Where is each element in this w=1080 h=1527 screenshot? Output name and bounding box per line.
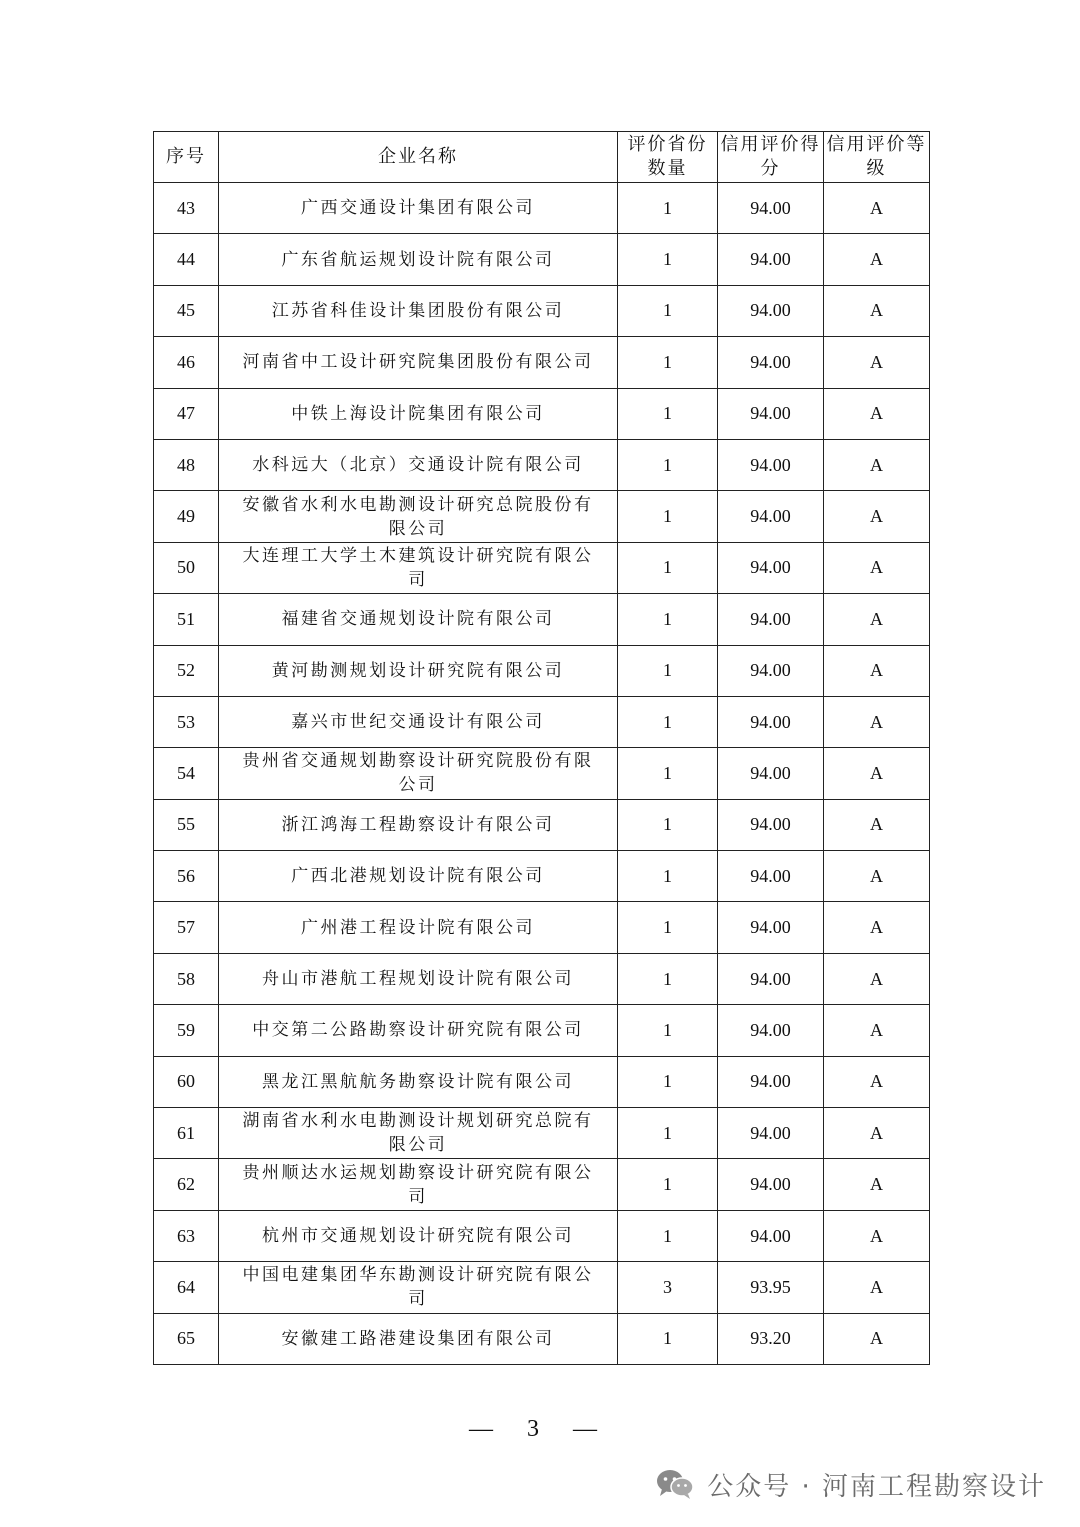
cell-credit-grade: A [824,388,930,439]
cell-credit-score: 94.00 [718,953,824,1004]
cell-province-count: 1 [618,902,718,953]
cell-seq: 60 [154,1056,219,1107]
cell-credit-grade: A [824,439,930,490]
cell-province-count: 1 [618,645,718,696]
cell-company-name: 安徽省水利水电勘测设计研究总院股份有限公司 [219,491,618,542]
cell-credit-score: 94.00 [718,285,824,336]
cell-company-name: 浙江鸿海工程勘察设计有限公司 [219,799,618,850]
cell-credit-grade: A [824,902,930,953]
cell-province-count: 1 [618,542,718,593]
cell-company-name: 广西北港规划设计院有限公司 [219,851,618,902]
cell-credit-score: 94.00 [718,388,824,439]
header-province-count: 评价省份数量 [618,132,718,183]
cell-company-name: 杭州市交通规划设计研究院有限公司 [219,1210,618,1261]
table-row [154,645,930,696]
cell-province-count: 1 [618,1210,718,1261]
cell-credit-score: 94.00 [718,1210,824,1261]
cell-province-count: 1 [618,799,718,850]
cell-seq: 56 [154,851,219,902]
cell-company-name: 福建省交通规划设计院有限公司 [219,594,618,645]
cell-province-count: 1 [618,594,718,645]
cell-seq: 49 [154,491,219,542]
cell-seq: 57 [154,902,219,953]
cell-province-count: 1 [618,491,718,542]
table-row [154,1210,930,1261]
cell-province-count: 1 [618,1159,718,1210]
cell-credit-grade: A [824,1210,930,1261]
cell-seq: 48 [154,439,219,490]
cell-seq: 51 [154,594,219,645]
cell-province-count: 1 [618,1056,718,1107]
cell-credit-score: 94.00 [718,542,824,593]
cell-credit-score: 94.00 [718,1005,824,1056]
cell-company-name: 中铁上海设计院集团有限公司 [219,388,618,439]
cell-company-name: 广西交通设计集团有限公司 [219,183,618,234]
cell-company-name: 贵州顺达水运规划勘察设计研究院有限公司 [219,1159,618,1210]
cell-seq: 45 [154,285,219,336]
cell-credit-score: 94.00 [718,594,824,645]
cell-credit-grade: A [824,594,930,645]
cell-credit-grade: A [824,542,930,593]
header-company-name: 企业名称 [219,132,618,183]
cell-company-name: 贵州省交通规划勘察设计研究院股份有限公司 [219,748,618,799]
cell-credit-grade: A [824,696,930,747]
table-row [154,542,930,593]
table-row [154,1159,930,1210]
table-row [154,799,930,850]
table-row [154,337,930,388]
cell-credit-grade: A [824,1108,930,1159]
cell-seq: 64 [154,1262,219,1313]
wechat-icon [655,1467,695,1501]
header-seq: 序号 [154,132,219,183]
table-row [154,1108,930,1159]
table-row [154,953,930,1004]
cell-credit-grade: A [824,953,930,1004]
cell-company-name: 广东省航运规划设计院有限公司 [219,234,618,285]
cell-credit-score: 94.00 [718,1159,824,1210]
cell-credit-score: 94.00 [718,1108,824,1159]
cell-company-name: 广州港工程设计院有限公司 [219,902,618,953]
table-row [154,491,930,542]
cell-credit-score: 93.20 [718,1313,824,1364]
table-row [154,234,930,285]
cell-seq: 55 [154,799,219,850]
cell-seq: 53 [154,696,219,747]
cell-credit-grade: A [824,799,930,850]
table-row [154,183,930,234]
cell-province-count: 1 [618,748,718,799]
cell-province-count: 1 [618,696,718,747]
cell-credit-grade: A [824,645,930,696]
cell-seq: 61 [154,1108,219,1159]
cell-credit-grade: A [824,1159,930,1210]
cell-credit-grade: A [824,851,930,902]
cell-credit-grade: A [824,285,930,336]
cell-province-count: 1 [618,183,718,234]
cell-company-name: 大连理工大学土木建筑设计研究院有限公司 [219,542,618,593]
cell-company-name: 中交第二公路勘察设计研究院有限公司 [219,1005,618,1056]
cell-credit-grade: A [824,1056,930,1107]
cell-company-name: 黑龙江黑航航务勘察设计院有限公司 [219,1056,618,1107]
cell-seq: 54 [154,748,219,799]
header-credit-grade: 信用评价等级 [824,132,930,183]
cell-credit-score: 94.00 [718,799,824,850]
cell-credit-grade: A [824,491,930,542]
cell-province-count: 1 [618,1108,718,1159]
table-header-row [154,132,930,183]
credit-rating-table [153,131,930,1365]
header-credit-score: 信用评价得分 [718,132,824,183]
cell-credit-grade: A [824,1262,930,1313]
cell-seq: 62 [154,1159,219,1210]
page-number: — 3 — [469,1416,611,1442]
cell-credit-score: 94.00 [718,748,824,799]
cell-seq: 44 [154,234,219,285]
cell-seq: 43 [154,183,219,234]
cell-credit-score: 94.00 [718,696,824,747]
cell-province-count: 1 [618,851,718,902]
cell-company-name: 中国电建集团华东勘测设计研究院有限公司 [219,1262,618,1313]
cell-province-count: 1 [618,953,718,1004]
table-row [154,594,930,645]
table-row [154,1313,930,1364]
cell-seq: 50 [154,542,219,593]
table-row [154,748,930,799]
cell-credit-grade: A [824,183,930,234]
cell-seq: 58 [154,953,219,1004]
cell-credit-grade: A [824,234,930,285]
cell-seq: 46 [154,337,219,388]
table-body [154,183,930,1365]
table-row [154,388,930,439]
cell-company-name: 湖南省水利水电勘测设计规划研究总院有限公司 [219,1108,618,1159]
table-row [154,285,930,336]
cell-seq: 65 [154,1313,219,1364]
footer-account-text: 公众号 · 河南工程勘察设计 [707,1471,1046,1502]
table-row [154,439,930,490]
cell-credit-score: 94.00 [718,337,824,388]
cell-credit-score: 94.00 [718,183,824,234]
table-row [154,696,930,747]
cell-province-count: 1 [618,337,718,388]
cell-credit-score: 94.00 [718,1056,824,1107]
cell-province-count: 1 [618,388,718,439]
cell-province-count: 1 [618,1005,718,1056]
cell-credit-score: 94.00 [718,851,824,902]
cell-company-name: 舟山市港航工程规划设计院有限公司 [219,953,618,1004]
table-row [154,1262,930,1313]
cell-seq: 59 [154,1005,219,1056]
table-row [154,851,930,902]
cell-seq: 63 [154,1210,219,1261]
cell-credit-score: 94.00 [718,645,824,696]
cell-credit-grade: A [824,337,930,388]
cell-province-count: 1 [618,439,718,490]
cell-credit-score: 93.95 [718,1262,824,1313]
cell-company-name: 黄河勘测规划设计研究院有限公司 [219,645,618,696]
cell-province-count: 1 [618,1313,718,1364]
cell-credit-grade: A [824,748,930,799]
table-row [154,902,930,953]
cell-credit-score: 94.00 [718,439,824,490]
cell-company-name: 江苏省科佳设计集团股份有限公司 [219,285,618,336]
cell-company-name: 安徽建工路港建设集团有限公司 [219,1313,618,1364]
cell-province-count: 3 [618,1262,718,1313]
cell-seq: 47 [154,388,219,439]
cell-credit-score: 94.00 [718,234,824,285]
cell-credit-score: 94.00 [718,491,824,542]
table-row [154,1056,930,1107]
table-row [154,1005,930,1056]
cell-company-name: 嘉兴市世纪交通设计有限公司 [219,696,618,747]
cell-credit-grade: A [824,1313,930,1364]
cell-company-name: 河南省中工设计研究院集团股份有限公司 [219,337,618,388]
cell-seq: 52 [154,645,219,696]
cell-province-count: 1 [618,285,718,336]
cell-province-count: 1 [618,234,718,285]
cell-company-name: 水科远大（北京）交通设计院有限公司 [219,439,618,490]
cell-credit-score: 94.00 [718,902,824,953]
footer-watermark [655,1462,1046,1506]
cell-credit-grade: A [824,1005,930,1056]
